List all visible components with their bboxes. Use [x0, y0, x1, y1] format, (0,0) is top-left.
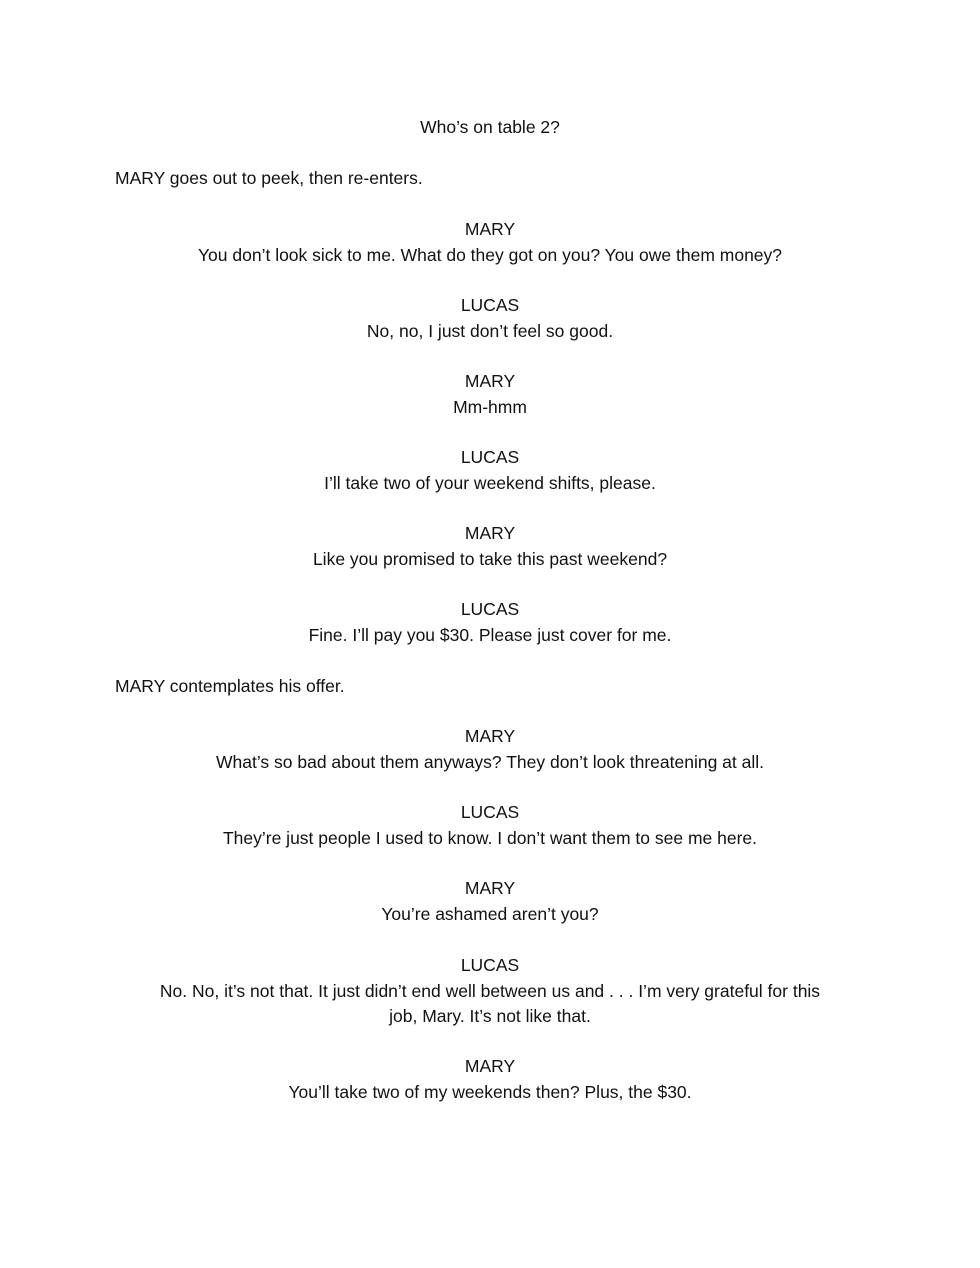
- dialogue-text: Like you promised to take this past weekend?: [312, 548, 668, 569]
- dialogue-text: Mm-hmm: [453, 396, 527, 417]
- dialogue-block: [115, 800, 865, 851]
- dialogue-text: You’ll take two of my weekends then? Plus, the $30.: [288, 1081, 692, 1102]
- dialogue-block: [115, 521, 865, 572]
- character-name: LUCAS: [460, 295, 520, 315]
- character-name: MARY: [464, 219, 516, 239]
- dialogue-text: I’ll take two of your weekend shifts, please.: [324, 472, 656, 493]
- character-name: LUCAS: [460, 955, 520, 975]
- dialogue-block: [115, 724, 865, 775]
- dialogue-block: [115, 445, 865, 496]
- dialogue-text: You’re ashamed aren’t you?: [381, 903, 599, 924]
- action-text: MARY contemplates his offer.: [115, 676, 345, 696]
- dialogue-text: No. No, it’s not that. It just didn’t end well between us and . . . I’m very grateful for this: [159, 980, 821, 1001]
- character-name: MARY: [464, 371, 516, 391]
- character-name: MARY: [464, 1056, 516, 1076]
- character-name: LUCAS: [460, 599, 520, 619]
- dialogue-text: No, no, I just don’t feel so good.: [366, 320, 614, 341]
- dialogue-line: [115, 115, 865, 141]
- dialogue-block: [115, 217, 865, 268]
- character-name: MARY: [464, 726, 516, 746]
- dialogue-text: Who’s on table 2?: [420, 117, 560, 137]
- dialogue-block: [115, 597, 865, 648]
- dialogue-text: They’re just people I used to know. I don’t want them to see me here.: [222, 827, 758, 848]
- character-name: MARY: [464, 523, 516, 543]
- character-name: MARY: [464, 878, 516, 898]
- action-line: [115, 674, 865, 700]
- character-name: LUCAS: [460, 447, 520, 467]
- dialogue-text: You don’t look sick to me. What do they got on you? You owe them money?: [197, 244, 783, 265]
- character-name: LUCAS: [460, 802, 520, 822]
- dialogue-text: job, Mary. It’s not like that.: [389, 1006, 591, 1026]
- action-line: [115, 166, 865, 192]
- dialogue-text: Fine. I’ll pay you $30. Please just cover for me.: [308, 624, 672, 645]
- dialogue-block: [115, 953, 865, 1030]
- dialogue-text: What’s so bad about them anyways? They don’t look threatening at all.: [215, 751, 765, 772]
- action-text: MARY goes out to peek, then re-enters.: [115, 168, 423, 188]
- dialogue-block: [115, 1054, 865, 1105]
- dialogue-block: [115, 876, 865, 927]
- dialogue-block: [115, 369, 865, 420]
- dialogue-block: [115, 293, 865, 344]
